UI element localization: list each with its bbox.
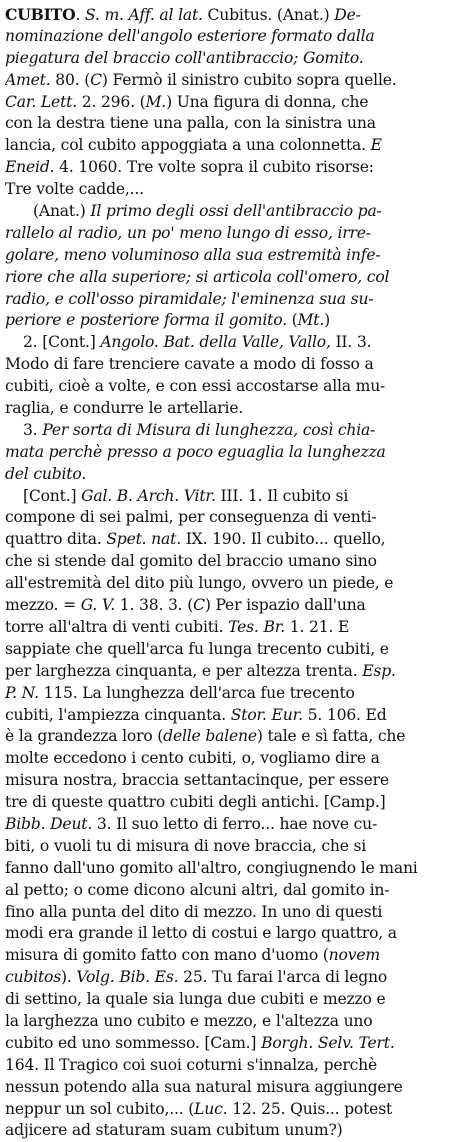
text-segment: ) Per ispazio dall'una — [204, 596, 366, 615]
italic-text: M. — [145, 92, 167, 111]
text-segment: 1. 21. E — [285, 617, 350, 636]
text-segment: con la destra tiene una palla, con la sinistra una — [5, 114, 376, 133]
entry-line — [5, 1055, 468, 1077]
entry-line — [5, 1011, 468, 1033]
text-segment: cubiti, l'ampiezza cinquanta. — [5, 705, 231, 724]
text-segment: che si stende dal gomito del braccio umano sino — [5, 552, 377, 571]
text-segment: mezzo. = — [5, 596, 81, 615]
entry-line — [5, 573, 468, 595]
entry-line — [5, 1077, 468, 1099]
text-segment: all'estremità del dito più lungo, ovvero un piede, e — [5, 574, 394, 593]
italic-text: del cubito. — [5, 464, 87, 483]
entry-line — [5, 48, 468, 70]
text-segment: è la grandezza loro ( — [5, 727, 164, 746]
entry-line — [5, 486, 468, 508]
entry-line — [5, 770, 468, 792]
entry-line — [5, 683, 468, 705]
entry-line — [5, 70, 468, 92]
text-segment: raglia, e condurre le artellarie. — [5, 399, 244, 418]
italic-text: Spet. nat. — [106, 530, 181, 549]
headword: CUBITO — [5, 5, 76, 24]
entry-line — [5, 661, 468, 683]
italic-text: periore e posteriore forma il gomito. — [5, 311, 287, 330]
entry-line — [5, 1120, 468, 1142]
text-segment: nessun potendo alla sua natural misura aggiungere — [5, 1077, 403, 1096]
text-segment: cubito ed uno sommesso. [Cam.] — [5, 1033, 262, 1052]
entry-line — [5, 792, 468, 814]
entry-line — [5, 157, 468, 179]
entry-line — [5, 814, 468, 836]
text-segment: adjicere ad staturam suam cubitum unum?) — [5, 1121, 343, 1140]
italic-text: Volg. Bib. Es. — [76, 968, 179, 987]
text-segment: 3. Il suo letto di ferro... hae nove cu- — [92, 814, 378, 833]
text-segment: compone di sei palmi, per conseguenza di venti- — [5, 508, 377, 527]
text-segment: II. 3. — [330, 333, 372, 352]
italic-text: mata perchè presso a poco eguaglia la lunghezza — [5, 442, 386, 461]
entry-line — [5, 836, 468, 858]
italic-text: Gal. B. Arch. Vitr. — [81, 486, 216, 505]
text-segment: 2. [Cont.] — [23, 333, 101, 352]
italic-text: radio, e coll'osso piramidale; l'eminenza sua su- — [5, 289, 374, 308]
text-segment: 115. La lunghezza dell'arca fue trecento — [38, 683, 355, 702]
entry-line — [5, 507, 468, 529]
text-segment: misura di gomito fatto con mano d'uomo ( — [5, 946, 329, 965]
italic-text: Esp. — [362, 661, 396, 680]
text-segment: . — [75, 6, 85, 24]
text-segment: molte eccedono i cento cubiti, o, vogliamo dire a — [5, 749, 380, 768]
italic-text: P. N. — [5, 683, 39, 702]
entry-line — [5, 92, 468, 114]
text-segment: biti, o vuoli tu di misura di nove braccia, che si — [5, 836, 367, 855]
entry-line — [5, 902, 468, 924]
text-segment: la larghezza uno cubito e mezzo, e l'altezza uno — [5, 1011, 373, 1030]
entry-line — [5, 705, 468, 727]
text-segment: ( — [286, 311, 298, 330]
italic-text: S. m. Aff. al lat. — [85, 6, 203, 24]
entry-line — [5, 310, 468, 332]
italic-text: E — [370, 136, 382, 155]
italic-text: Il primo degli ossi dell'antibraccio pa- — [90, 202, 382, 221]
entry-line — [5, 179, 468, 201]
entry-line — [5, 880, 468, 902]
text-segment: tre di queste quattro cubiti degli antichi. [Camp.] — [5, 793, 386, 812]
text-segment: ) — [324, 311, 330, 330]
entry-line — [5, 1033, 468, 1055]
entry-line — [5, 113, 468, 135]
entry-line — [5, 201, 468, 223]
text-segment: [Cont.] — [23, 486, 82, 505]
italic-text: Bibb. Deut. — [5, 814, 93, 833]
text-segment: 4. 1060. Tre volte sopra il cubito risorse: — [54, 158, 374, 177]
entry-line — [5, 223, 468, 245]
text-segment: 2. 296. ( — [76, 92, 146, 111]
text-segment: 5. 106. Ed — [302, 705, 387, 724]
entry-line — [5, 289, 468, 311]
entry-line — [5, 442, 468, 464]
italic-text: delle balene — [163, 727, 257, 746]
text-segment: al petto; o come dicono alcuni altri, dal gomito in- — [5, 880, 390, 899]
text-segment: 164. Il Tragico coi suoi coturni s'innalza, perchè — [5, 1055, 378, 1074]
text-segment: 80. ( — [50, 70, 91, 89]
entry-line — [5, 748, 468, 770]
entry-line — [5, 989, 468, 1011]
text-segment: neppur un sol cubito,... ( — [5, 1099, 195, 1118]
text-segment: ) Una figura di donna, che — [166, 92, 369, 111]
italic-text: G. V. — [80, 596, 116, 615]
entry-line — [5, 376, 468, 398]
entry-line — [5, 354, 468, 376]
italic-text: riore che alla superiore; si articola coll'omero, col — [5, 267, 390, 286]
italic-text: Amet. — [5, 70, 51, 89]
text-segment: 1. 38. 3. ( — [115, 596, 194, 615]
entry-line — [5, 4, 468, 26]
text-segment: ) Fermò il sinistro cubito sopra quelle. — [101, 70, 397, 89]
text-segment: Tre volte cadde,... — [5, 180, 144, 199]
text-segment: Cubitus. (Anat.) — [202, 6, 335, 24]
text-segment: III. 1. Il cubito si — [215, 486, 349, 505]
entry-line — [5, 595, 468, 617]
text-segment: fanno dall'uno gomito all'altro, congiugnendo le mani — [5, 858, 418, 877]
text-segment: di settino, la quale sia lunga due cubiti e mezzo e — [5, 990, 386, 1009]
italic-text: rallelo al radio, un po' meno lungo di esso, irre- — [5, 223, 371, 242]
entry-line — [5, 398, 468, 420]
entry-line — [5, 923, 468, 945]
italic-text: Eneid. — [5, 158, 55, 177]
entry-line — [5, 617, 468, 639]
entry-line — [5, 245, 468, 267]
text-segment: 12. 25. Quis... potest — [227, 1099, 393, 1118]
italic-text: Angolo. Bat. della Valle, Vallo, — [100, 333, 331, 352]
italic-text: Luc. — [194, 1099, 228, 1118]
text-segment: IX. 190. Il cubito... quello, — [180, 530, 386, 549]
text-segment: fino alla punta del dito di mezzo. In uno di questi — [5, 902, 383, 921]
text-segment: lancia, col cubito appoggiata a una colonnetta. — [5, 136, 371, 155]
text-segment: (Anat.) — [33, 202, 91, 221]
italic-text: C — [90, 70, 102, 89]
italic-text: Borgh. Selv. Tert. — [261, 1033, 395, 1052]
entry-line — [5, 945, 468, 967]
entry-line — [5, 639, 468, 661]
text-segment: ). — [61, 968, 77, 987]
text-segment: sappiate che quell'arca fu lunga trecento cubiti, e — [5, 639, 389, 658]
italic-text: nominazione dell'angolo esteriore formato dalla — [5, 26, 375, 45]
italic-text: C — [193, 596, 205, 615]
text-segment: modi era grande il letto di costui e largo quattro, a — [5, 924, 397, 943]
entry-line — [5, 726, 468, 748]
text-segment: 3. — [23, 420, 43, 439]
entry-line — [5, 551, 468, 573]
text-segment: misura nostra, braccia settantacinque, per essere — [5, 771, 389, 790]
italic-text: piegatura del braccio coll'antibraccio; Gomito. — [5, 48, 364, 67]
entry-line — [5, 1099, 468, 1121]
text-segment: torre all'altra di venti cubiti. — [5, 617, 229, 636]
entry-line — [5, 529, 468, 551]
entry-line — [5, 420, 468, 442]
entry-line — [5, 464, 468, 486]
text-segment: cubiti, cioè a volte, e con essi accostarse alla mu- — [5, 377, 386, 396]
italic-text: Stor. Eur. — [230, 705, 303, 724]
italic-text: De- — [334, 6, 361, 24]
dictionary-entry — [5, 4, 468, 1142]
italic-text: cubitos — [5, 968, 62, 987]
entry-line — [5, 967, 468, 989]
italic-text: golare, meno voluminoso alla sua estremità infe- — [5, 245, 381, 264]
italic-text: Car. Lett. — [5, 92, 77, 111]
italic-text: Tes. Br. — [228, 617, 286, 636]
text-segment: quattro dita. — [5, 530, 107, 549]
entry-line — [5, 267, 468, 289]
italic-text: novem — [328, 946, 380, 965]
entry-line — [5, 858, 468, 880]
text-segment: Modo di fare trenciere cavate a modo di fosso a — [5, 355, 374, 374]
text-segment: ) tale e sì fatta, che — [256, 727, 406, 746]
entry-line — [5, 26, 468, 48]
text-segment: per larghezza cinquanta, e per altezza trenta. — [5, 661, 363, 680]
entry-line — [5, 332, 468, 354]
text-segment: 25. Tu farai l'arca di legno — [178, 968, 388, 987]
italic-text: Mt. — [297, 311, 325, 330]
italic-text: Per sorta di Misura di lunghezza, così chia- — [42, 420, 376, 439]
entry-line — [5, 135, 468, 157]
